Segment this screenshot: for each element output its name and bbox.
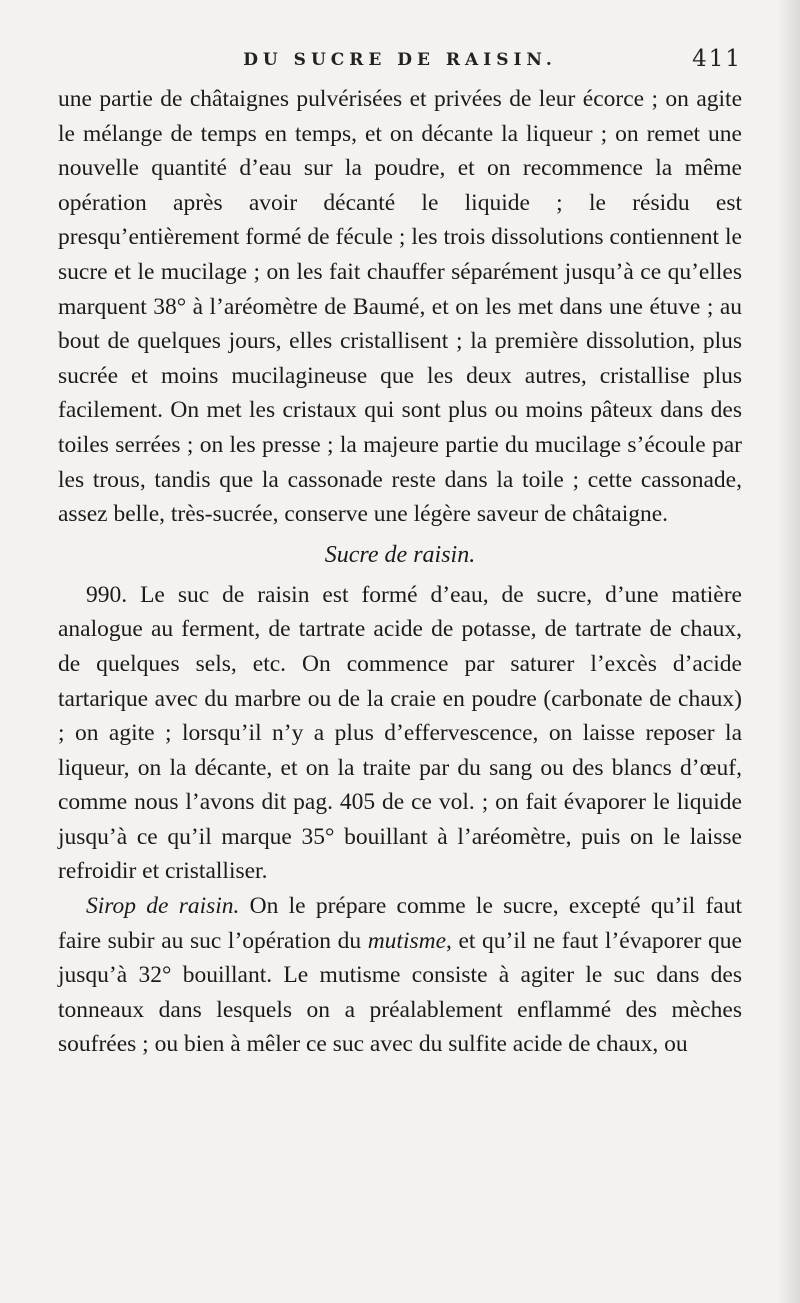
body-text — [58, 82, 742, 1062]
grape-syrup-text-b: , et qu’il ne faut l’évaporer que jusqu’à 32° bouillant. Le mutisme consiste à agiter le suc dans des tonneaux dans lesquels on a préalablement enflammé des mèches soufrées ; ou bien à mêler ce suc avec du sulfite acide de chaux, ou — [58, 927, 742, 1058]
page-edge-shadow — [778, 0, 800, 1303]
running-title: DU SUCRE DE RAISIN. — [243, 50, 557, 70]
grape-syrup-lead: Sirop de raisin. — [86, 893, 240, 920]
paragraph-grape-sugar: 990. Le suc de raisin est formé d’eau, de sucre, d’une matière analogue au ferment, de tartrate acide de potasse, de tartrate de chaux, de quelques sels, etc. On commence par saturer l’excès d’acide tartarique avec du marbre ou de la craie en poudre (carbonate de chaux) ; on agite ; lorsqu’il n’y a plus d’effervescence, on laisse reposer la liqueur, on la décante, et on la traite par du sang ou des blancs d’œuf, comme nous l’avons dit pag. 405 de ce vol. ; on fait évaporer le liquide jusqu’à ce qu’il marque 35° bouillant à l’aréomètre, puis on le laisse refroidir et cristalliser. — [58, 581, 742, 885]
paragraph-chestnut-sugar: une partie de châtaignes pulvérisées et privées de leur écorce ; on agite le mélange de temps en temps, et on décante la liqueur ; on remet une nouvelle quantité d’eau sur la poudre, et on recommence la même opération après avoir décanté le liquide ; le résidu est presqu’entièrement formé de fécule ; les trois dissolutions contiennent le sucre et le mucilage ; on les fait chauffer séparément jusqu’à ce qu’elles marquent 38° à l’aréomètre de Baumé, et on les met dans une étuve ; au bout de quelques jours, elles cristallisent ; la première dissolution, plus sucrée et moins mucilagineuse que les deux autres, cristallise plus facilement. On met les cristaux qui sont plus ou moins pâteux dans des toiles serrées ; on les presse ; la majeure partie du mucilage s’écoule par les trous, tandis que la cassonade reste dans la toile ; cette cassonade, assez belle, très-sucrée, conserve une légère saveur de châtaigne. — [58, 86, 742, 528]
mutisme-term: mutisme — [367, 927, 447, 954]
page-header — [58, 44, 742, 80]
grape-syrup-text-a: On le prépare comme le sucre, excepté qu’il faut faire subir au suc l’opération du — [58, 893, 742, 954]
paragraph-grape-syrup — [58, 889, 742, 1062]
page-number: 411 — [692, 46, 742, 72]
section-title: Sucre de raisin. — [324, 541, 476, 568]
